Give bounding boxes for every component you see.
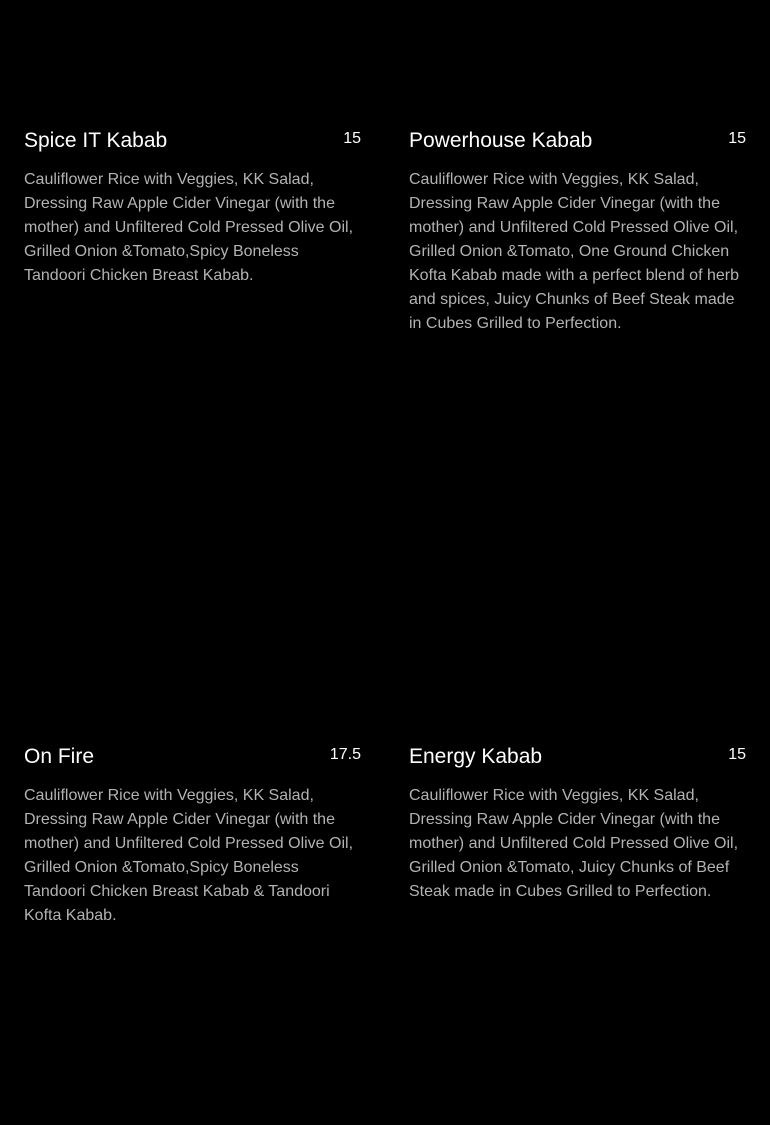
menu-item[interactable] <box>409 744 746 904</box>
menu-item-name: Energy Kabab <box>409 745 543 768</box>
menu-item-name: Spice IT Kabab <box>24 129 168 152</box>
menu-item-name: Powerhouse Kabab <box>409 129 593 152</box>
menu-item-price: 15 <box>343 130 361 147</box>
menu-item-header <box>409 744 746 770</box>
menu-item-header <box>409 128 746 154</box>
menu-item[interactable] <box>24 128 361 288</box>
menu-item-description: Cauliflower Rice with Veggies, KK Salad, Dressing Raw Apple Cider Vinegar (with the mother) and Unfiltered Cold Pressed Olive Oil, Grilled Onion &Tomato,Spicy Boneless Tandoori Chicken Breast Kabab. <box>24 171 354 284</box>
menu-item[interactable] <box>409 128 746 336</box>
menu-item-description: Cauliflower Rice with Veggies, KK Salad, Dressing Raw Apple Cider Vinegar (with the mother) and Unfiltered Cold Pressed Olive Oil, Grilled Onion &Tomato,Spicy Boneless Tandoori Chicken Breast Kabab & Tandoori Kofta Kabab. <box>24 787 354 924</box>
menu-item-name: On Fire <box>24 745 95 768</box>
menu-item-header <box>24 744 361 770</box>
menu-item-price: 17.5 <box>329 746 361 763</box>
menu-item-price: 15 <box>728 746 746 763</box>
menu-item-price: 15 <box>728 130 746 147</box>
menu-item[interactable] <box>24 744 361 928</box>
menu-item-description: Cauliflower Rice with Veggies, KK Salad, Dressing Raw Apple Cider Vinegar (with the mother) and Unfiltered Cold Pressed Olive Oil, Grilled Onion &Tomato, One Ground Chicken Kofta Kabab made with a perfect blend of herb and spices, Juicy Chunks of Beef Steak made in Cubes Grilled to Perfection. <box>409 171 739 332</box>
menu-item-header <box>24 128 361 154</box>
menu-item-description: Cauliflower Rice with Veggies, KK Salad, Dressing Raw Apple Cider Vinegar (with the mother) and Unfiltered Cold Pressed Olive Oil, Grilled Onion &Tomato, Juicy Chunks of Beef Steak made in Cubes Grilled to Perfection. <box>409 787 739 900</box>
